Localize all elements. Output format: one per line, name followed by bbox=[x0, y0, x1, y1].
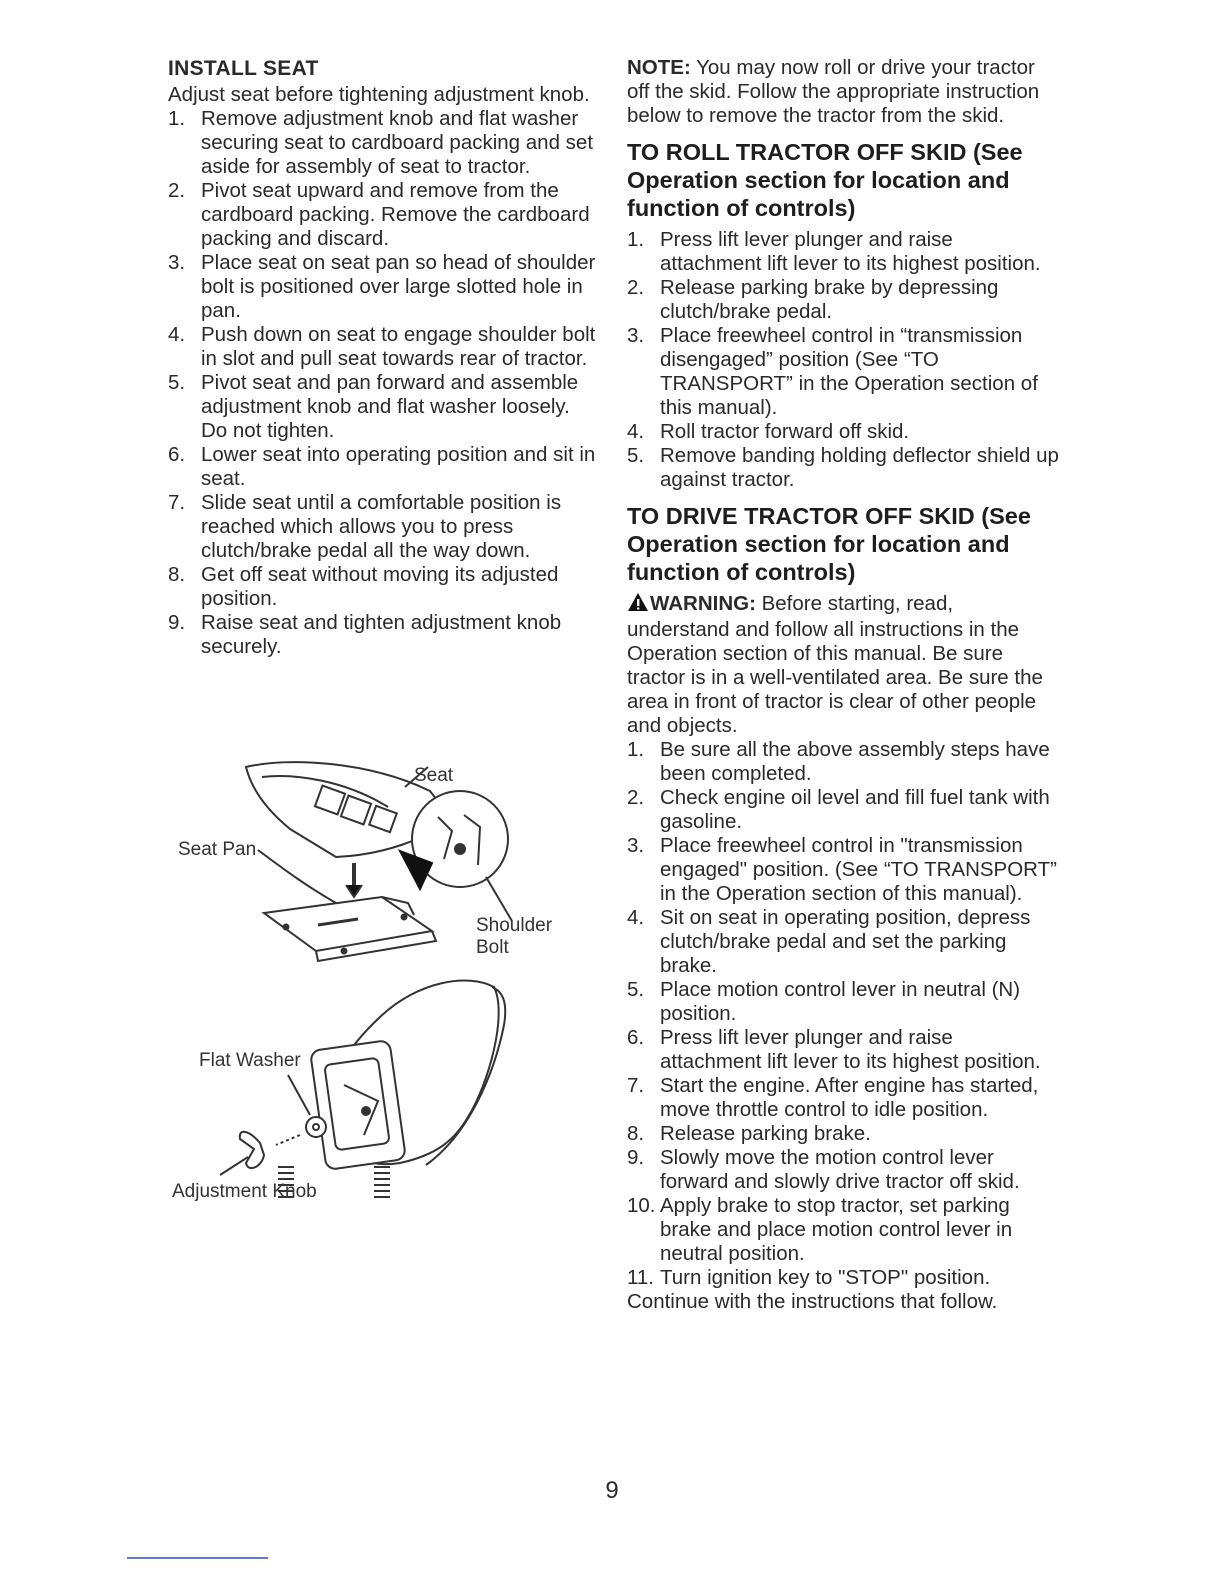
step-number: 7. bbox=[168, 491, 186, 514]
roll-off-heading: TO ROLL TRACTOR OFF SKID (See Operation section for location and function of controls) bbox=[627, 139, 1023, 221]
step-text: Pivot seat upward and remove from the cardboard packing. Remove the cardboard packing and discard. bbox=[201, 179, 590, 250]
step-number: 7. bbox=[627, 1074, 645, 1097]
step-text: Place freewheel control in "transmission engaged" position. (See “TO TRANSPORT” in the Operation section of this manual). bbox=[660, 834, 1057, 905]
list-item bbox=[627, 228, 1059, 276]
list-item bbox=[168, 443, 598, 491]
list-item bbox=[168, 611, 598, 659]
list-item bbox=[627, 1194, 1059, 1266]
step-number: 1. bbox=[168, 107, 186, 130]
label-seat: Seat bbox=[414, 765, 454, 786]
step-text: Place freewheel control in “transmission disengaged” position (See “TO TRANSPORT” in the Operation section of this manual). bbox=[660, 324, 1038, 419]
step-text: Remove adjustment knob and flat washer securing seat to cardboard packing and set aside for assembly of seat to tractor. bbox=[201, 107, 594, 178]
step-text: Start the engine. After engine has started, move throttle control to idle position. bbox=[660, 1074, 1039, 1121]
step-text: Sit on seat in operating position, depress clutch/brake pedal and set the parking brake. bbox=[660, 906, 1031, 977]
seat-assembly-figure bbox=[168, 755, 588, 1215]
step-text: Place motion control lever in neutral (N) position. bbox=[660, 978, 1021, 1025]
note-paragraph bbox=[627, 56, 1059, 128]
step-number: 4. bbox=[168, 323, 186, 346]
note-label: NOTE: bbox=[627, 56, 691, 79]
step-text: Press lift lever plunger and raise attachment lift lever to its highest position. bbox=[660, 1026, 1041, 1073]
step-text: Remove banding holding deflector shield up against tractor. bbox=[660, 444, 1059, 491]
step-text: Roll tractor forward off skid. bbox=[660, 420, 910, 443]
step-text: Be sure all the above assembly steps have been completed. bbox=[660, 738, 1050, 785]
step-text: Release parking brake by depressing clutch/brake pedal. bbox=[660, 276, 999, 323]
step-number: 10. bbox=[627, 1194, 656, 1217]
warning-paragraph bbox=[627, 592, 1059, 738]
list-item bbox=[627, 1074, 1059, 1122]
step-number: 9. bbox=[168, 611, 186, 634]
list-item bbox=[627, 420, 1059, 444]
step-number: 9. bbox=[627, 1146, 645, 1169]
label-bolt: Bolt bbox=[476, 937, 509, 958]
list-item bbox=[627, 834, 1059, 906]
flat-washer-shape bbox=[306, 1117, 326, 1137]
step-text: Place seat on seat pan so head of shoulder bolt is positioned over large slotted hole in pan. bbox=[201, 251, 596, 322]
step-number: 4. bbox=[627, 906, 645, 929]
list-item bbox=[168, 251, 598, 323]
step-text: Release parking brake. bbox=[660, 1122, 871, 1145]
seat-pan-shape bbox=[264, 897, 432, 951]
step-number: 2. bbox=[168, 179, 186, 202]
step-number: 4. bbox=[627, 420, 645, 443]
list-item bbox=[168, 107, 598, 179]
step-number: 11. bbox=[627, 1266, 654, 1289]
install-seat-steps bbox=[168, 107, 598, 659]
list-item bbox=[627, 1026, 1059, 1074]
page-number: 9 bbox=[605, 1477, 619, 1504]
step-text: Raise seat and tighten adjustment knob securely. bbox=[201, 611, 562, 658]
step-number: 2. bbox=[627, 786, 645, 809]
list-item bbox=[627, 738, 1059, 786]
warning-text: Before starting, read, understand and follow all instructions in the Operation section of this manual. Be sure tractor is in a well-ventilated area. Be sure the area in front of tractor is clear of other people and objects. bbox=[627, 592, 1043, 737]
step-text: Push down on seat to engage shoulder bolt in slot and pull seat towards rear of tractor. bbox=[201, 323, 596, 370]
list-item bbox=[627, 1266, 1059, 1290]
step-text: Pivot seat and pan forward and assemble adjustment knob and flat washer loosely. Do not tighten. bbox=[201, 371, 579, 442]
list-item bbox=[627, 1122, 1059, 1146]
list-item bbox=[627, 786, 1059, 834]
list-item bbox=[168, 563, 598, 611]
step-number: 6. bbox=[627, 1026, 645, 1049]
roll-off-steps bbox=[627, 228, 1059, 492]
list-item bbox=[627, 1146, 1059, 1194]
list-item bbox=[627, 978, 1059, 1026]
step-text: Turn ignition key to "STOP" position. bbox=[660, 1266, 991, 1289]
adjustment-knob-shape bbox=[240, 1132, 264, 1168]
list-item bbox=[627, 444, 1059, 492]
list-item bbox=[627, 906, 1059, 978]
step-number: 1. bbox=[627, 228, 645, 251]
label-adjustment-knob: Adjustment Knob bbox=[172, 1181, 317, 1202]
step-number: 8. bbox=[168, 563, 186, 586]
step-text: Check engine oil level and fill fuel tank with gasoline. bbox=[660, 786, 1050, 833]
drive-off-steps bbox=[627, 738, 1059, 1290]
right-column bbox=[627, 56, 1059, 1314]
install-seat-title: INSTALL SEAT bbox=[168, 57, 319, 80]
warning-label: WARNING: bbox=[650, 592, 756, 615]
step-number: 5. bbox=[627, 978, 645, 1001]
step-text: Slowly move the motion control lever forward and slowly drive tractor off skid. bbox=[660, 1146, 1020, 1193]
step-number: 3. bbox=[168, 251, 186, 274]
label-flat-washer: Flat Washer bbox=[199, 1050, 301, 1071]
step-text: Apply brake to stop tractor, set parking brake and place motion control lever in neutral position. bbox=[660, 1194, 1013, 1265]
step-text: Lower seat into operating position and sit in seat. bbox=[201, 443, 596, 490]
list-item bbox=[627, 276, 1059, 324]
seat-assembly-illustration bbox=[168, 755, 588, 1215]
step-number: 6. bbox=[168, 443, 186, 466]
list-item bbox=[168, 491, 598, 563]
list-item bbox=[627, 324, 1059, 420]
step-text: Get off seat without moving its adjusted position. bbox=[201, 563, 559, 610]
closing-text: Continue with the instructions that follow. bbox=[627, 1290, 998, 1313]
step-number: 5. bbox=[168, 371, 186, 394]
label-seat-pan: Seat Pan bbox=[178, 839, 257, 860]
warning-triangle-icon bbox=[627, 592, 649, 618]
step-number: 5. bbox=[627, 444, 645, 467]
drive-off-heading: TO DRIVE TRACTOR OFF SKID (See Operation section for location and function of controls) bbox=[627, 503, 1031, 585]
step-number: 3. bbox=[627, 834, 645, 857]
step-number: 3. bbox=[627, 324, 645, 347]
list-item bbox=[168, 323, 598, 371]
note-text: You may now roll or drive your tractor off the skid. Follow the appropriate instruction below to remove the tractor from the skid. bbox=[627, 56, 1040, 127]
bottom-divider bbox=[127, 1557, 268, 1559]
label-shoulder: Shoulder bbox=[476, 915, 553, 936]
step-number: 2. bbox=[627, 276, 645, 299]
step-number: 8. bbox=[627, 1122, 645, 1145]
install-seat-intro: Adjust seat before tightening adjustment knob. bbox=[168, 83, 590, 106]
list-item bbox=[168, 371, 598, 443]
step-number: 1. bbox=[627, 738, 645, 761]
step-text: Slide seat until a comfortable position is reached which allows you to press clutch/brake pedal all the way down. bbox=[201, 491, 562, 562]
step-text: Press lift lever plunger and raise attachment lift lever to its highest position. bbox=[660, 228, 1041, 275]
list-item bbox=[168, 179, 598, 251]
left-column bbox=[168, 56, 598, 659]
